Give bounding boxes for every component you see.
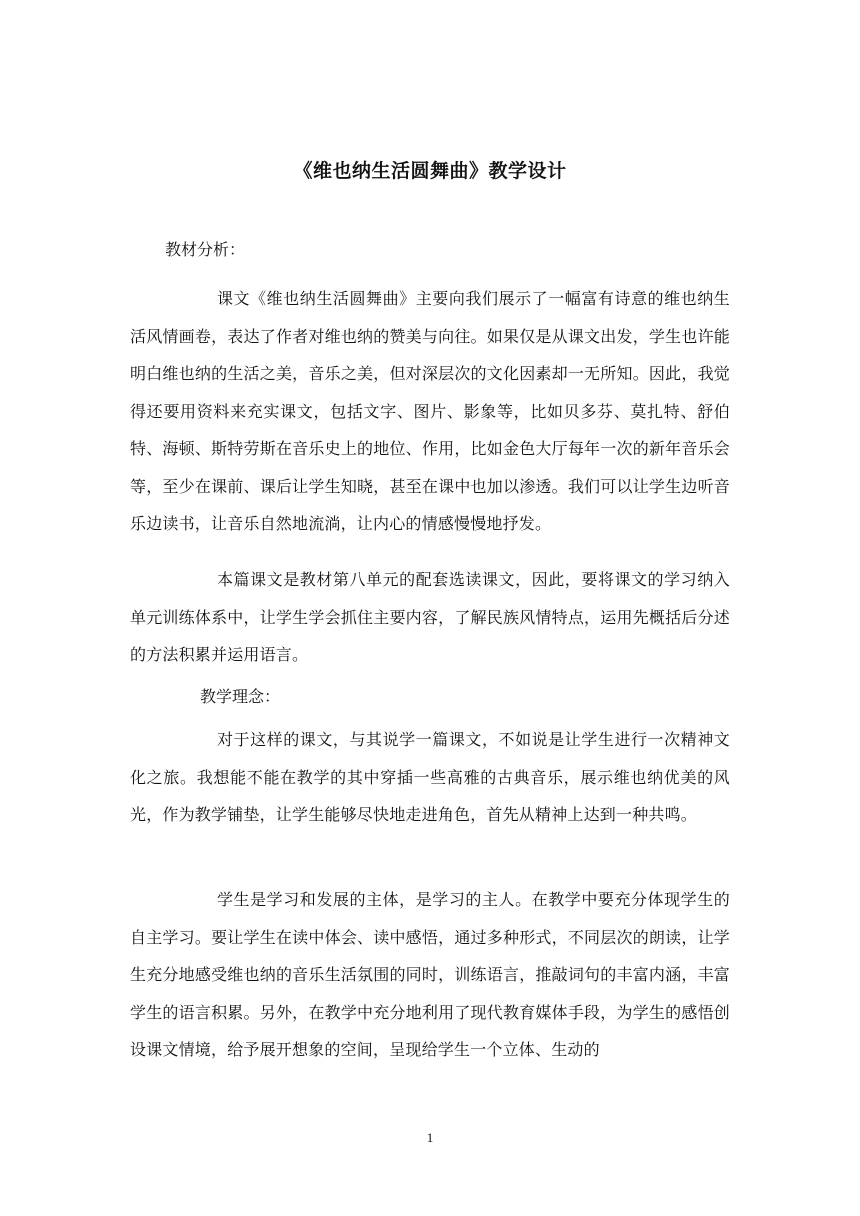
paragraph: 课文《维也纳生活圆舞曲》主要向我们展示了一幅富有诗意的维也纳生活风情画卷，表达了作者对维也纳的赞美与向往。如果仅是从课文出发，学生也许能明白维也纳的生活之美，音乐之美，但对深层次的文化因素却一无所知。因此，我觉得还要用资料来充实课文，包括文字、图片、影象等，比如贝多芬、莫扎特、舒伯特、海顿、斯特劳斯在音乐史上的地位、作用，比如金色大厅每年一次的新年音乐会等，至少在课前、课后让学生知晓，甚至在课中也加以渗透。我们可以让学生边听音乐边读书，让音乐自然地流淌，让内心的情感慢慢地抒发。 (130, 289, 730, 533)
document-title: 《维也纳生活圆舞曲》教学设计 (293, 160, 567, 182)
paragraph: 学生是学习和发展的主体，是学习的主人。在教学中要充分体现学生的自主学习。要让学生在读中体会、读中感悟，通过多种形式，不同层次的朗读，让学生充分地感受维也纳的音乐生活氛围的同时，训练语言，推敲词句的丰富内涵，丰富学生的语言积累。另外，在教学中充分地利用了现代教育媒体手段，为学生的感悟创设课文情境，给予展开想象的空间，呈现给学生一个立体、生动的 (130, 890, 730, 1059)
paragraph: 本篇课文是教材第八单元的配套选读课文，因此，要将课文的学习纳入单元训练体系中，让学生学会抓住主要内容，了解民族风情特点，运用先概括后分述的方法积累并运用语言。 (130, 570, 730, 664)
page-number: 1 (426, 1130, 434, 1145)
section-heading-teaching-philosophy: 教学理念： (200, 687, 281, 706)
paragraph: 对于这样的课文，与其说学一篇课文，不如说是让学生进行一次精神文化之旅。我想能不能在教学的其中穿插一些高雅的古典音乐，展示维也纳优美的风光，作为教学铺垫，让学生能够尽快地走进角色，首先从精神上达到一种共鸣。 (130, 730, 730, 824)
section-heading-textbook-analysis: 教材分析： (165, 240, 246, 259)
